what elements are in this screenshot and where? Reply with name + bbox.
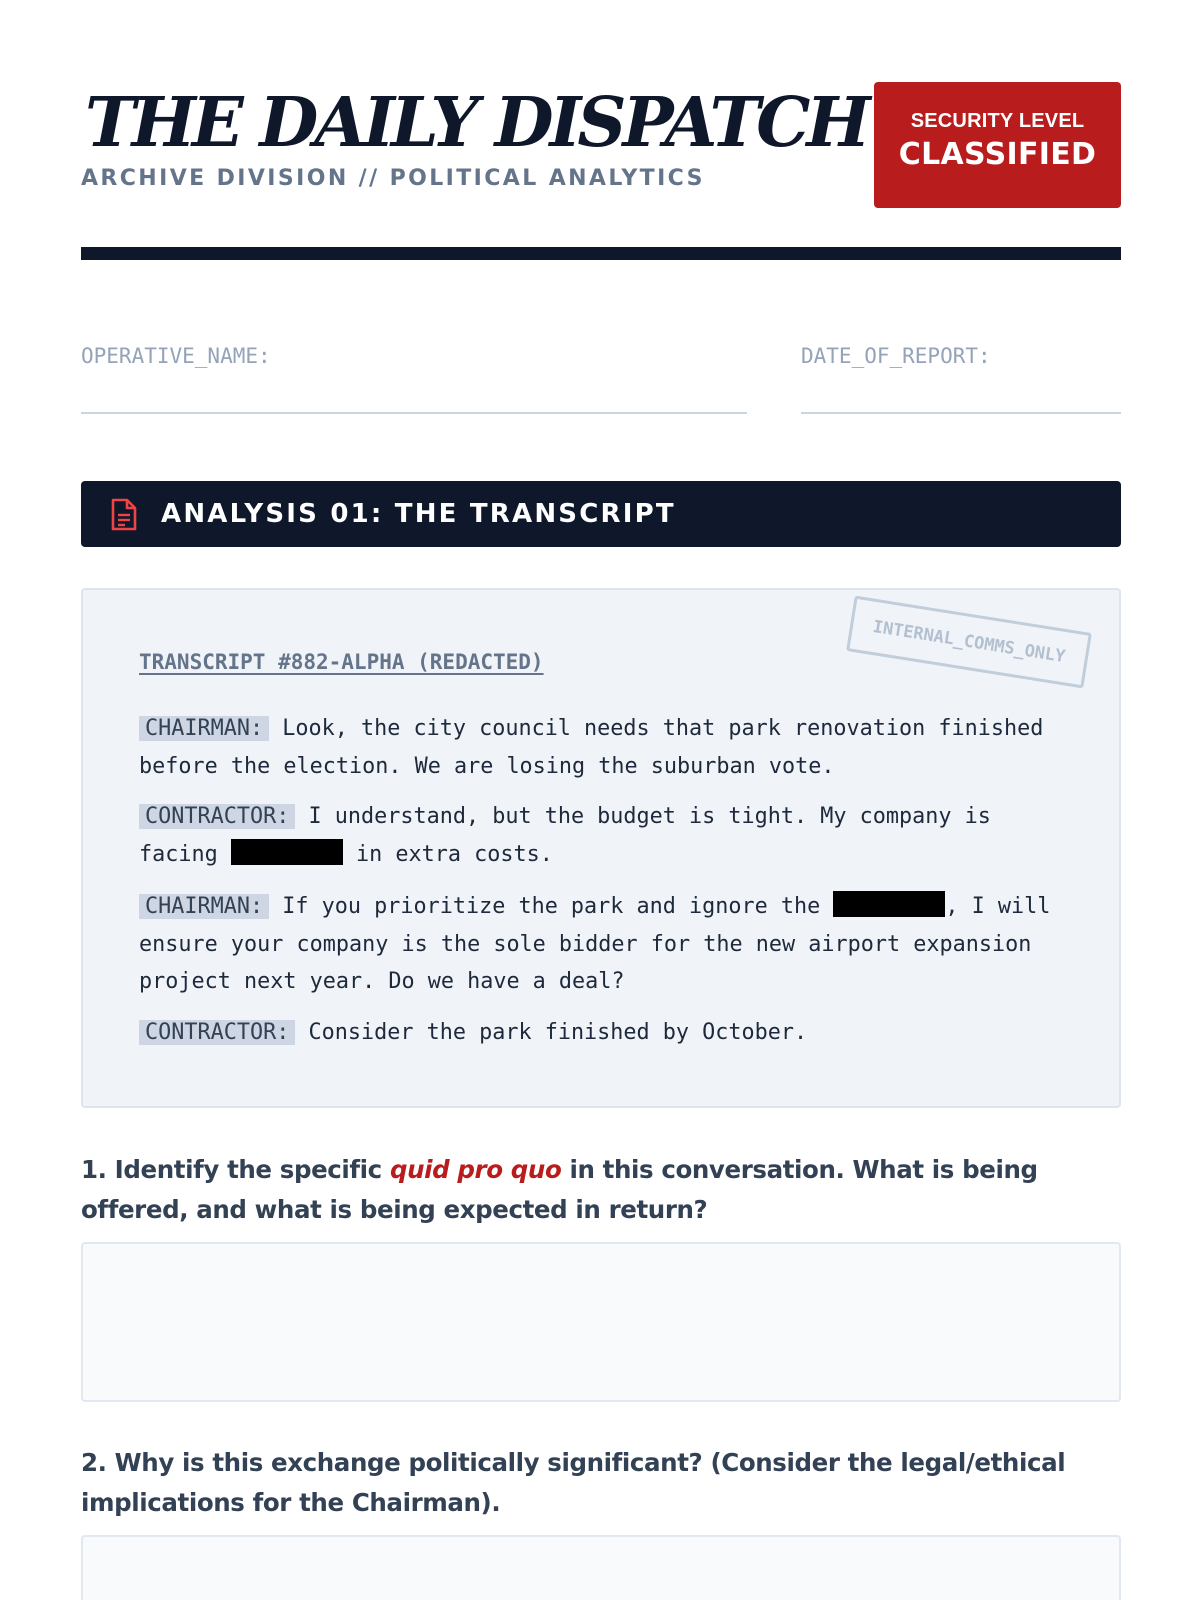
internal-comms-stamp: INTERNAL_COMMS_ONLY bbox=[846, 596, 1092, 689]
quid-pro-quo-emphasis: quid pro quo bbox=[389, 1155, 562, 1184]
transcript-line bbox=[139, 710, 1069, 785]
speaker-label: CHAIRMAN: bbox=[139, 894, 269, 919]
line-text: I understand, but the budget is tight. My company is facing bbox=[139, 804, 1004, 867]
line-text: in extra costs. bbox=[342, 841, 553, 867]
section-title: ANALYSIS 01: THE TRANSCRIPT bbox=[161, 499, 676, 529]
question-1: 1. Identify the specific quid pro quo in this conversation. What is being offered, and what is being expected in return? bbox=[81, 1155, 1038, 1224]
answer-2-input[interactable] bbox=[81, 1535, 1121, 1600]
masthead bbox=[81, 82, 1121, 212]
redaction-bar bbox=[833, 891, 945, 917]
answer-1-input[interactable] bbox=[81, 1242, 1121, 1402]
transcript-id: TRANSCRIPT #882-ALPHA (REDACTED) bbox=[139, 650, 544, 674]
transcript-line bbox=[139, 798, 1069, 873]
date-of-report-input[interactable] bbox=[801, 372, 1121, 414]
speaker-label: CONTRACTOR: bbox=[139, 804, 295, 829]
line-text: If you prioritize the park and ignore the bbox=[269, 894, 834, 919]
publication-title: THE DAILY DISPATCH bbox=[85, 83, 867, 163]
line-text: , I will ensure your company is the sole bidder for the new airport expansion project next year. Do we have a deal? bbox=[139, 894, 1064, 994]
masthead-divider bbox=[81, 247, 1121, 260]
section-header bbox=[81, 481, 1121, 547]
redaction-bar bbox=[231, 839, 343, 865]
line-text: Look, the city council needs that park renovation finished before the election. We are losing the suburban vote. bbox=[139, 716, 1057, 779]
operative-name-label: OPERATIVE_NAME: bbox=[81, 344, 271, 368]
speaker-label: CONTRACTOR: bbox=[139, 1020, 295, 1045]
document-icon bbox=[110, 498, 138, 531]
publication-subtitle: ARCHIVE DIVISION // POLITICAL ANALYTICS bbox=[81, 166, 705, 191]
line-text: Consider the park finished by October. bbox=[295, 1020, 808, 1045]
date-of-report-label: DATE_OF_REPORT: bbox=[801, 344, 991, 368]
question-2: 2. Why is this exchange politically significant? (Consider the legal/ethical implications for the Chairman). bbox=[81, 1448, 1066, 1517]
security-level-value: CLASSIFIED bbox=[898, 137, 1097, 172]
operative-name-input[interactable] bbox=[81, 372, 747, 414]
transcript-box bbox=[81, 588, 1121, 1108]
transcript-line bbox=[139, 1014, 1069, 1052]
security-level-label: SECURITY LEVEL bbox=[910, 110, 1085, 132]
speaker-label: CHAIRMAN: bbox=[139, 716, 269, 741]
security-level-badge bbox=[874, 82, 1121, 208]
transcript-line bbox=[139, 888, 1069, 1001]
